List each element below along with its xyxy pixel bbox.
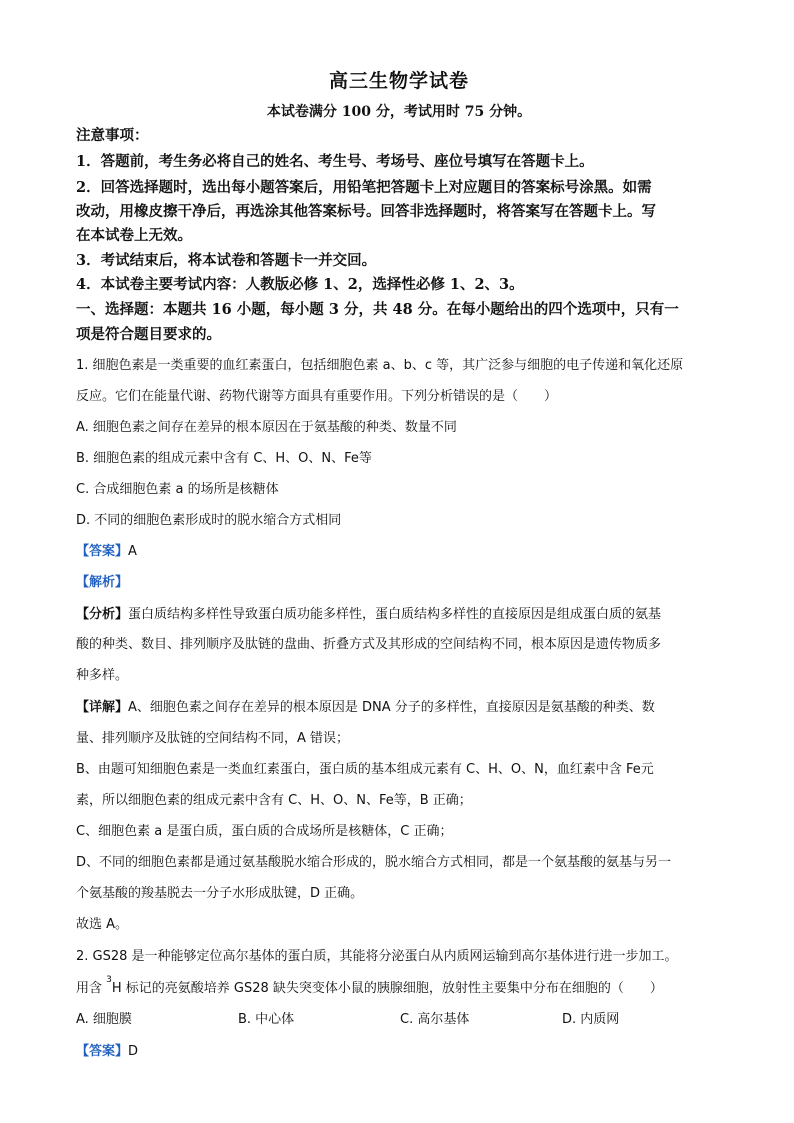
answer-tag: 【答案】: [76, 1044, 129, 1059]
notice-line: 改动，用橡皮擦干净后，再选涂其他答案标号。回答非选择题时，将答案写在答题卡上。写: [76, 203, 656, 220]
fenxi-line: [76, 603, 661, 622]
xiangjie-text: A、细胞色素之间存在差异的根本原因是 DNA 分子的多样性，直接原因是氨基酸的种类、数: [128, 700, 655, 715]
xiangjie-line: 素，所以细胞色素的组成元素中含有 C、H、O、N、Fe等，B 正确；: [76, 793, 472, 808]
question-stem: 1. 细胞色素是一类重要的血红素蛋白，包括细胞色素 a、b、c 等，其广泛参与细胞的电子传递和氧化还原: [76, 358, 684, 373]
isotope-superscript: 3: [106, 975, 112, 985]
question-stem: 反应。它们在能量代谢、药物代谢等方面具有重要作用。下列分析错误的是（ ）: [76, 389, 558, 404]
page-title: 高三生物学试卷: [328, 70, 469, 92]
option-c: C. 合成细胞色素 a 的场所是核糖体: [76, 482, 279, 497]
analysis-label: 【解析】: [76, 575, 129, 590]
notice-heading: 注意事项：: [76, 127, 149, 144]
notice-line: 4．本试卷主要考试内容：人教版必修 1、2，选择性必修 1、2、3。: [76, 276, 524, 293]
xiangjie-line: [76, 696, 655, 715]
xiangjie-line: D、不同的细胞色素都是通过氨基酸脱水缩合形成的，脱水缩合方式相同，都是一个氨基酸的氨基与另一: [76, 855, 672, 870]
option-b: B. 中心体: [238, 1012, 295, 1027]
analysis-tag: [76, 571, 128, 590]
section-heading: 项是符合题目要求的。: [76, 326, 221, 343]
xiangjie-tag: 【详解】: [76, 700, 129, 715]
stem-text: H 标记的亮氨酸培养 GS28 缺失突变体小鼠的胰腺细胞，放射性主要集中分布在细胞的（ ）: [111, 981, 663, 996]
answer-value: D: [128, 1044, 139, 1059]
stem-text: 用含: [76, 981, 107, 996]
fenxi-line: 酸的种类、数目、排列顺序及肽链的盘曲、折叠方式及其形成的空间结构不同，根本原因是遗传物质多: [76, 637, 662, 652]
question-stem: 2. GS28 是一种能够定位高尔基体的蛋白质，其能将分泌蛋白从内质网运输到高尔基体进行进一步加工。: [76, 949, 678, 964]
answer-line: [76, 540, 137, 559]
notice-line: 3．考试结束后，将本试卷和答题卡一并交回。: [76, 252, 377, 269]
xiangjie-line: 量、排列顺序及肽链的空间结构不同，A 错误；: [76, 731, 350, 746]
question-stem: [76, 977, 663, 996]
option-a: A. 细胞膜: [76, 1012, 132, 1027]
answer-value: A: [128, 544, 137, 559]
option-a: A. 细胞色素之间存在差异的根本原因在于氨基酸的种类、数量不同: [76, 420, 457, 435]
notice-line: 1．答题前，考生务必将自己的姓名、考生号、考场号、座位号填写在答题卡上。: [76, 153, 594, 170]
xiangjie-line: B、由题可知细胞色素是一类血红素蛋白，蛋白质的基本组成元素有 C、H、O、N，血红素中含 Fe元: [76, 762, 654, 777]
xiangjie-line: 故选 A。: [76, 917, 129, 932]
answer-line: [76, 1040, 138, 1059]
option-c: C. 高尔基体: [400, 1012, 470, 1027]
notice-line: 在本试卷上无效。: [76, 227, 192, 244]
option-d: D. 内质网: [562, 1012, 620, 1027]
option-b: B. 细胞色素的组成元素中含有 C、H、O、N、Fe等: [76, 451, 372, 466]
fenxi-tag: 【分析】: [76, 607, 129, 622]
notice-line: 2．回答选择题时，选出每小题答案后，用铅笔把答题卡上对应题目的答案标号涂黑。如需: [76, 179, 652, 196]
answer-tag: 【答案】: [76, 544, 129, 559]
section-heading: 一、选择题：本题共 16 小题，每小题 3 分，共 48 分。在每小题给出的四个选项中，只有一: [76, 301, 679, 318]
page-subtitle: 本试卷满分 100 分，考试用时 75 分钟。: [266, 104, 532, 120]
option-d: D. 不同的细胞色素形成时的脱水缩合方式相同: [76, 513, 342, 528]
xiangjie-line: 个氨基酸的羧基脱去一分子水形成肽键，D 正确。: [76, 886, 364, 901]
fenxi-text: 蛋白质结构多样性导致蛋白质功能多样性，蛋白质结构多样性的直接原因是组成蛋白质的氨基: [128, 607, 662, 622]
fenxi-line: 种多样。: [76, 668, 129, 683]
xiangjie-line: C、细胞色素 a 是蛋白质，蛋白质的合成场所是核糖体，C 正确；: [76, 824, 453, 839]
